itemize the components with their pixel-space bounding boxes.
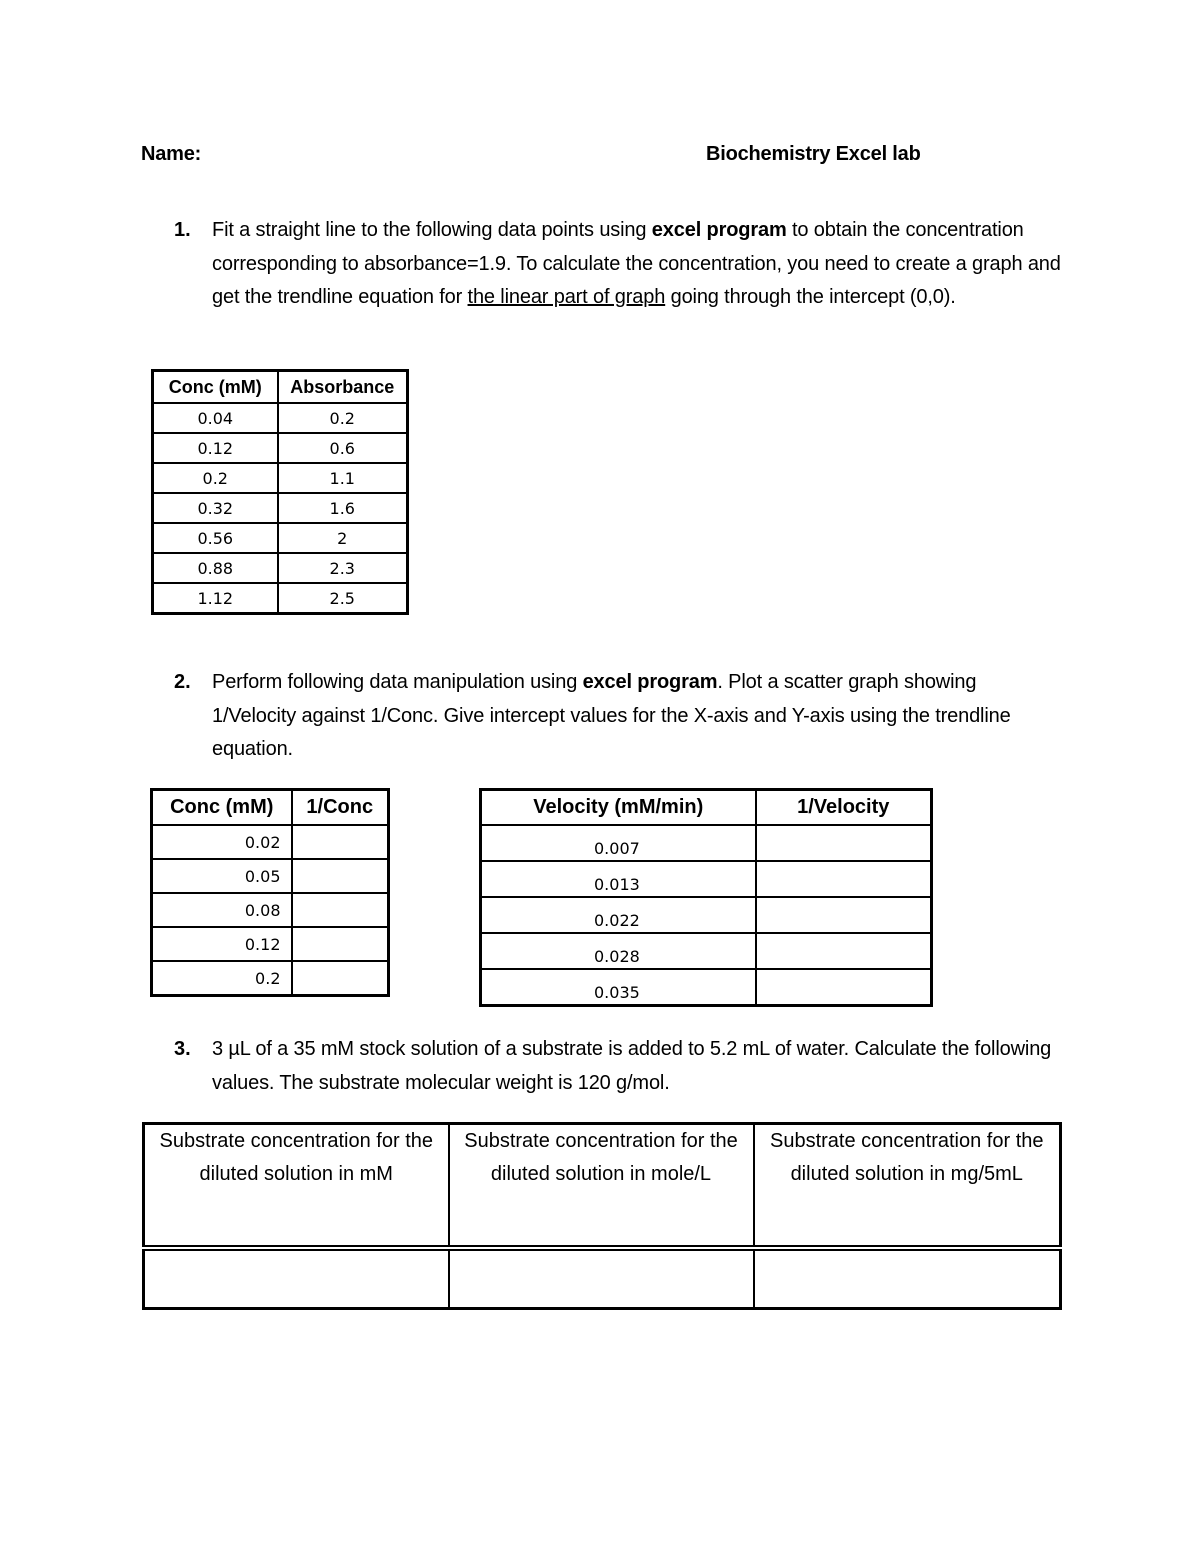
table-cell: 0.2 <box>152 961 292 996</box>
question-text: 3 µL of a 35 mM stock solution of a substrate is added to 5.2 mL of water. Calculate the following values. The substrate molecular weight is 120 g/mol. <box>212 1038 1052 1094</box>
table-cell: 0.02 <box>152 825 292 859</box>
velocity-inverse-table <box>479 788 933 1007</box>
bold-segment: excel program <box>651 219 787 241</box>
substrate-concentration-table <box>142 1122 1062 1310</box>
table-cell: 0.88 <box>153 553 278 583</box>
answer-cell[interactable] <box>292 859 389 893</box>
table-cell: 0.2 <box>153 463 278 493</box>
table-cell: 0.32 <box>153 493 278 523</box>
conc-inverse-table <box>150 788 390 997</box>
answer-cell[interactable] <box>292 927 389 961</box>
table-header: Substrate concentration for the diluted solution in mole/L <box>449 1124 754 1249</box>
table-row <box>481 825 932 861</box>
table-cell: 2.5 <box>278 583 408 614</box>
table-row <box>481 969 932 1006</box>
table-row <box>152 825 389 859</box>
question-2 <box>174 666 1064 767</box>
table-header: Substrate concentration for the diluted solution in mM <box>144 1124 449 1249</box>
table-cell: 0.56 <box>153 523 278 553</box>
table-row <box>153 583 408 614</box>
answer-cell[interactable] <box>756 897 932 933</box>
question-number: 1. <box>174 219 191 241</box>
answer-cell[interactable] <box>292 893 389 927</box>
answer-cell[interactable] <box>756 969 932 1006</box>
question-text <box>212 214 1064 315</box>
answer-cell[interactable] <box>754 1248 1061 1309</box>
answer-cell[interactable] <box>144 1248 449 1309</box>
document-title: Biochemistry Excel lab <box>706 143 921 165</box>
table-header: 1/Velocity <box>756 790 932 826</box>
table-cell: 1.1 <box>278 463 408 493</box>
question-3 <box>174 1033 1064 1100</box>
underlined-segment: the linear part of graph <box>467 286 666 308</box>
question-text <box>212 666 1064 767</box>
table-cell: 0.05 <box>152 859 292 893</box>
table-cell: 0.6 <box>278 433 408 463</box>
table-header: Velocity (mM/min) <box>481 790 756 826</box>
table-row <box>152 893 389 927</box>
text-segment: Perform following data manipulation using <box>212 671 583 693</box>
table-row <box>153 463 408 493</box>
table-header: Conc (mM) <box>153 371 278 404</box>
table-cell: 2 <box>278 523 408 553</box>
text-segment: to obtain the concentration corresponding to absorbance=1.9. To calculate the concentration, you need to create a graph and get the trendline equation for <box>212 219 1061 308</box>
table-row <box>153 433 408 463</box>
question-number: 2. <box>174 671 191 693</box>
conc-absorbance-table <box>151 369 409 615</box>
text-segment: Fit a straight line to the following data points using <box>212 219 652 241</box>
table-row <box>153 493 408 523</box>
table-row <box>481 897 932 933</box>
text-segment: going through the intercept (0,0). <box>665 286 956 308</box>
answer-cell[interactable] <box>449 1248 754 1309</box>
table-cell: 1.6 <box>278 493 408 523</box>
text-segment: . Plot a scatter graph showing 1/Velocity against 1/Conc. Give intercept values for the X-axis and Y-axis using the trendline equation. <box>212 671 1011 760</box>
table-row <box>153 523 408 553</box>
table-cell: 0.12 <box>153 433 278 463</box>
table-cell: 0.013 <box>481 861 756 897</box>
table-cell: 0.2 <box>278 403 408 433</box>
table-cell: 0.007 <box>481 825 756 861</box>
table-header: Absorbance <box>278 371 408 404</box>
answer-cell[interactable] <box>756 933 932 969</box>
table-cell: 1.12 <box>153 583 278 614</box>
table-row <box>144 1248 1061 1309</box>
table-row <box>481 933 932 969</box>
table-cell: 0.12 <box>152 927 292 961</box>
table-row <box>152 927 389 961</box>
table-cell: 0.04 <box>153 403 278 433</box>
table-row <box>152 859 389 893</box>
question-number: 3. <box>174 1038 191 1060</box>
bold-segment: excel program <box>582 671 718 693</box>
table-header: Substrate concentration for the diluted solution in mg/5mL <box>754 1124 1061 1249</box>
table-row <box>152 961 389 996</box>
table-row <box>153 403 408 433</box>
table-cell: 0.028 <box>481 933 756 969</box>
question-1 <box>174 214 1064 315</box>
table-cell: 0.035 <box>481 969 756 1006</box>
answer-cell[interactable] <box>292 961 389 996</box>
table-cell: 0.08 <box>152 893 292 927</box>
table-cell: 2.3 <box>278 553 408 583</box>
table-cell: 0.022 <box>481 897 756 933</box>
table-row <box>481 861 932 897</box>
table-row <box>153 553 408 583</box>
table-header: 1/Conc <box>292 790 389 826</box>
answer-cell[interactable] <box>756 825 932 861</box>
answer-cell[interactable] <box>756 861 932 897</box>
name-label: Name: <box>141 143 202 165</box>
table-header: Conc (mM) <box>152 790 292 826</box>
answer-cell[interactable] <box>292 825 389 859</box>
